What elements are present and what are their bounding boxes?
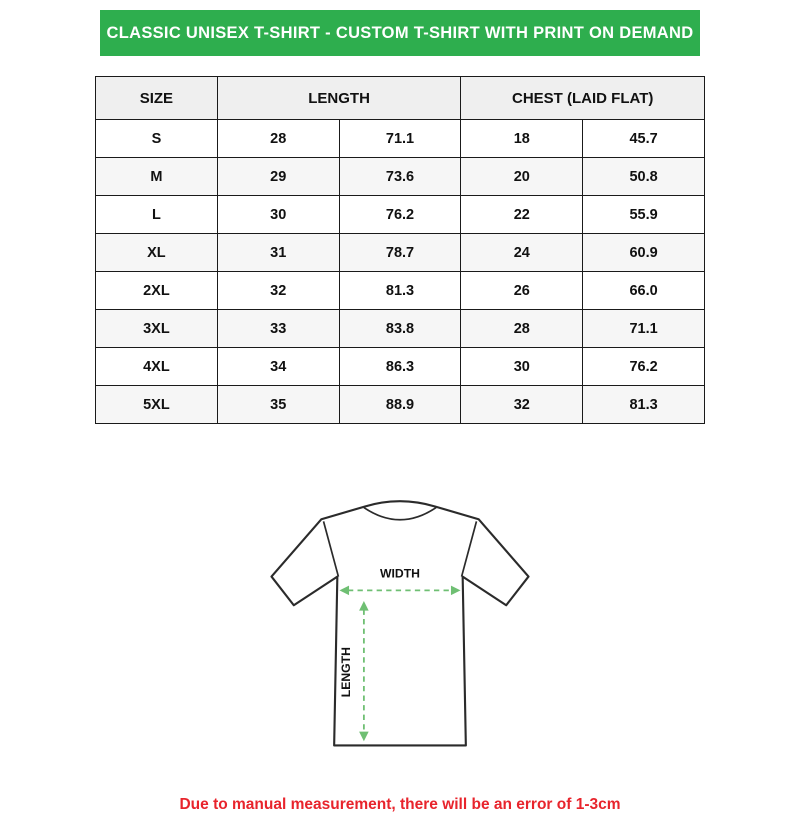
value-cell: 35 (217, 386, 339, 424)
size-cell: 5XL (96, 386, 218, 424)
table-row (96, 120, 705, 158)
value-cell: 60.9 (583, 234, 705, 272)
value-cell: 76.2 (583, 348, 705, 386)
value-cell: 66.0 (583, 272, 705, 310)
size-table-head (96, 77, 705, 120)
width-label: WIDTH (380, 566, 420, 581)
value-cell: 30 (461, 348, 583, 386)
value-cell: 73.6 (339, 158, 461, 196)
value-cell: 71.1 (339, 120, 461, 158)
table-row (96, 348, 705, 386)
tshirt-drawing (240, 464, 560, 772)
value-cell: 34 (217, 348, 339, 386)
size-cell: 3XL (96, 310, 218, 348)
size-table (95, 76, 705, 424)
value-cell: 33 (217, 310, 339, 348)
size-chart-page (0, 10, 800, 813)
size-table-header-row (96, 77, 705, 120)
table-row (96, 196, 705, 234)
size-cell: 4XL (96, 348, 218, 386)
size-cell: XL (96, 234, 218, 272)
value-cell: 20 (461, 158, 583, 196)
value-cell: 29 (217, 158, 339, 196)
title-banner (100, 10, 700, 56)
value-cell: 28 (461, 310, 583, 348)
value-cell: 31 (217, 234, 339, 272)
value-cell: 32 (461, 386, 583, 424)
table-row (96, 272, 705, 310)
page-title: CLASSIC UNISEX T-SHIRT - CUSTOM T-SHIRT WITH PRINT ON DEMAND (106, 23, 694, 42)
value-cell: 83.8 (339, 310, 461, 348)
length-label: LENGTH (339, 647, 354, 698)
table-row (96, 234, 705, 272)
value-cell: 30 (217, 196, 339, 234)
table-row (96, 310, 705, 348)
table-row (96, 158, 705, 196)
value-cell: 26 (461, 272, 583, 310)
column-header: CHEST (LAID FLAT) (461, 77, 705, 120)
value-cell: 18 (461, 120, 583, 158)
value-cell: 50.8 (583, 158, 705, 196)
value-cell: 22 (461, 196, 583, 234)
value-cell: 76.2 (339, 196, 461, 234)
size-table-body (96, 120, 705, 424)
size-cell: L (96, 196, 218, 234)
column-header: LENGTH (217, 77, 461, 120)
measurement-note: Due to manual measurement, there will be an error of 1-3cm (179, 796, 621, 813)
value-cell: 24 (461, 234, 583, 272)
value-cell: 28 (217, 120, 339, 158)
value-cell: 71.1 (583, 310, 705, 348)
value-cell: 88.9 (339, 386, 461, 424)
value-cell: 32 (217, 272, 339, 310)
size-cell: M (96, 158, 218, 196)
size-cell: S (96, 120, 218, 158)
value-cell: 78.7 (339, 234, 461, 272)
value-cell: 55.9 (583, 196, 705, 234)
value-cell: 81.3 (583, 386, 705, 424)
column-header: SIZE (96, 77, 218, 120)
tshirt-outline (271, 501, 528, 745)
size-cell: 2XL (96, 272, 218, 310)
value-cell: 86.3 (339, 348, 461, 386)
value-cell: 81.3 (339, 272, 461, 310)
table-row (96, 386, 705, 424)
tshirt-diagram (240, 464, 560, 772)
value-cell: 45.7 (583, 120, 705, 158)
